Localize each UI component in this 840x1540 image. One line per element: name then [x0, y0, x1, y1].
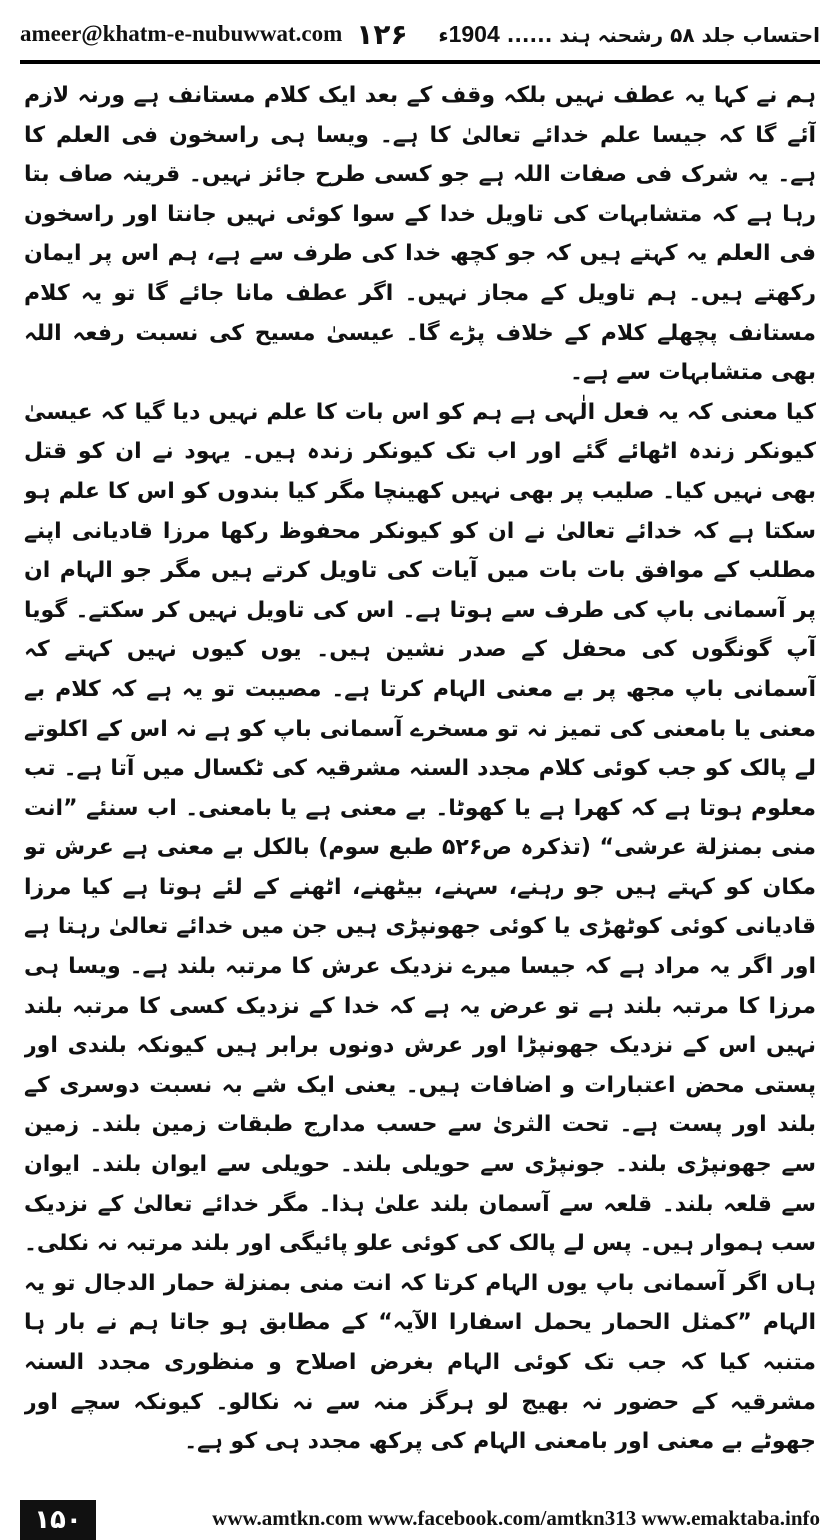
page-header	[20, 12, 820, 56]
header-divider	[20, 60, 820, 64]
page-footer	[0, 1500, 840, 1540]
paragraph-2: کیا معنی کہ یہ فعل الٰہی ہے ہم کو اس بات کا علم نہیں دیا گیا کہ عیسیٰ کیونکر زندہ اٹھائے گئے اور اب تک کیونکر زندہ ہیں۔ یہود نے ان کو قتل بھی نہیں کیا۔ صلیب پر بھی نہیں کھینچا مگر کیا بندوں کو اس کا علم ہو سکتا ہے کہ خدائے تعالیٰ نے ان کو کیونکر محفوظ رکھا مرزا قادیانی اپنے مطلب کے موافق بات بات میں آیات کی تاویل کرتے ہیں مگر جو الہام ان پر آسمانی باپ کی طرف سے ہوتا ہے۔ اس کی تاویل نہیں کر سکتے۔ گویا آپ گونگوں کی محفل کے صدر نشین ہیں۔ یوں کیوں نہیں کہتے کہ آسمانی باپ مجھ پر بے معنی الہام کرتا ہے۔ مصیبت تو یہ ہے کہ کلام بے معنی یا بامعنی کی تمیز نہ تو مسخرے آسمانی باپ کو ہے نہ اس کے اکلوتے لے پالک کو جب کوئی کلام مجدد السنہ مشرقیہ کی ٹکسال میں آتا ہے۔ تب معلوم ہوتا ہے کہ کھرا ہے یا کھوٹا۔ بے معنی ہے یا بامعنی۔ اب سنئے ”انت منی بمنزلة عرشی“ (تذکرہ ص۵۲۶ طبع سوم) بالکل بے معنی ہے عرش تو مکان کو کہتے ہیں جو رہنے، سہنے، بیٹھنے، اٹھنے کے لئے ہوتا ہے کیا مرزا قادیانی کوئی کوٹھڑی یا کوئی جھونپڑی ہیں جن میں خدائے تعالیٰ رہتا ہے اور اگر یہ مراد ہے کہ جیسا میرے نزدیک عرش کا مرتبہ بلند ہے۔ ویسا ہی مرزا کا مرتبہ بلند ہے تو عرض یہ ہے کہ خدا کے نزدیک کسی کا مرتبہ بلند نہیں اس کے نزدیک جھونپڑا اور عرش دونوں برابر ہیں کیونکہ بلندی اور پستی محض اعتبارات و اضافات ہیں۔ یعنی ایک شے بہ نسبت دوسری کے بلند اور پست ہے۔ تحت الثریٰ سے حسب مدارج طبقات زمین بلند۔ زمین سے جھونپڑی بلند۔ جونپڑی سے حویلی بلند۔ حویلی سے ایوان بلند۔ ایوان سے قلعہ بلند۔ قلعہ سے آسمان بلند علیٰ ہذا۔ مگر خدائے تعالیٰ کے نزدیک سب ہموار ہیں۔ پس لے پالک کی کوئی علو پائیگی اور بلند مرتبہ نہ نکلی۔ ہاں اگر آسمانی باپ یوں الہام کرتا کہ انت منی بمنزلة حمار الدجال تو یہ الہام ”کمثل الحمار یحمل اسفارا الآیہ“ کے مطابق ہو جاتا ہم نے بار ہا متنبہ کیا کہ جب تک کوئی الہام بغرض اصلاح و منظوری مجدد السنہ مشرقیہ کے حضور نہ بھیج لو ہرگز منہ سے نہ نکالو۔ کیونکہ سچے اور جھوٹے بے معنی اور بامعنی الہام کی پرکھ مجدد ہی کو ہے۔	[24, 399, 816, 1455]
header-year: 1904	[448, 20, 500, 47]
header-left	[20, 18, 408, 51]
header-dots: ......	[506, 22, 553, 47]
year-suffix: ء	[438, 22, 449, 47]
header-email-link[interactable]: ameer@khatm-e-nubuwwat.com	[20, 21, 343, 46]
header-page-number: ۱۲۶	[356, 17, 408, 51]
footer-urls[interactable]: www.amtkn.com www.facebook.com/amtkn313 www.emaktaba.info	[212, 1506, 820, 1530]
footer-page-number: ۱۵۰	[20, 1500, 96, 1540]
paragraph-1: ہم نے کہا یہ عطف نہیں بلکہ وقف کے بعد ایک کلام مستانف ہے ورنہ لازم آئے گا کہ جیسا علم خدائے تعالیٰ کا ہے۔ ویسا ہی راسخون فی العلم کا ہے۔ یہ شرک فی صفات اللہ ہے جو کسی طرح جائز نہیں۔ قرینہ صاف بتا رہا ہے کہ متشابہات کی تاویل خدا کے سوا کوئی نہیں جانتا اور راسخون فی العلم یہ کہتے ہیں کہ جو کچھ خدا کی طرف سے ہے، ہم اس پر ایمان رکھتے ہیں۔ ہم تاویل کے مجاز نہیں۔ اگر عطف مانا جائے گا تو یہ کلام مستانف پچھلے کلام کے خلاف پڑے گا۔ عیسیٰ مسیح کی نسبت رفعہ اللہ بھی متشابہات سے ہے۔	[24, 83, 816, 386]
volume-label: احتساب جلد ۵۸ رشحنہ ہند	[559, 22, 820, 47]
page-body	[24, 76, 816, 1476]
header-book-title	[438, 21, 820, 48]
